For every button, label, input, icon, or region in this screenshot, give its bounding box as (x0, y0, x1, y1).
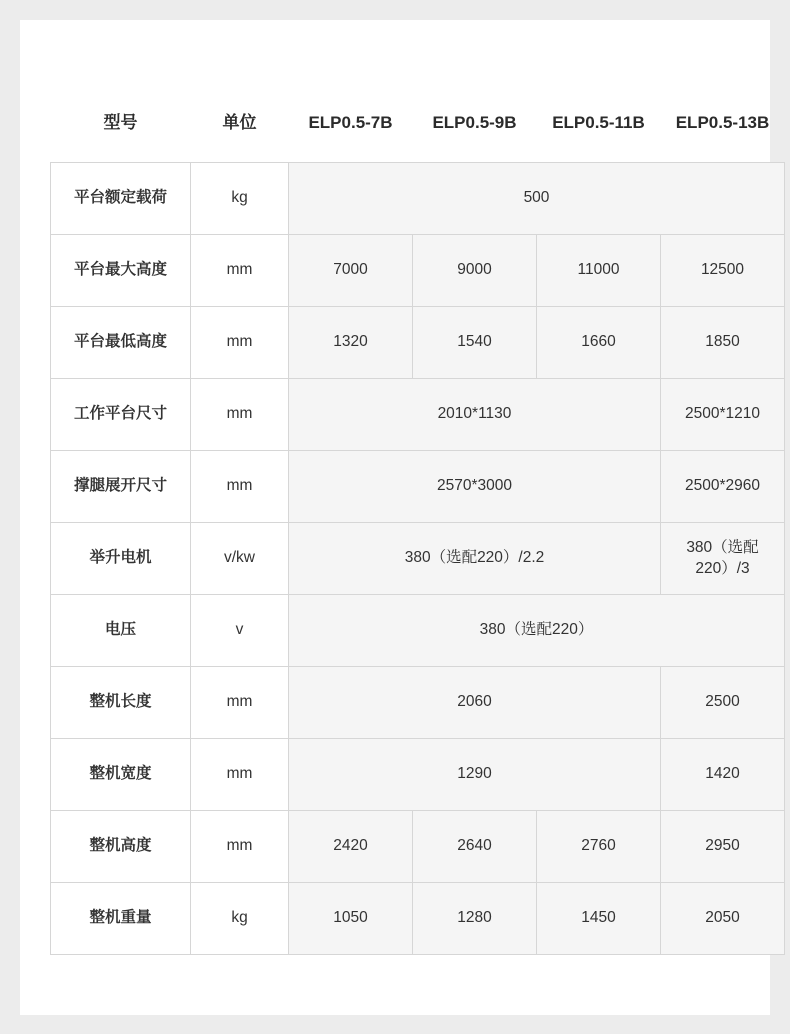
table-row (51, 379, 785, 451)
value-cell: 1540 (413, 307, 537, 379)
spec-card (20, 20, 770, 1015)
row-label: 整机长度 (51, 667, 191, 739)
header-cell-elp05-7b: ELP0.5-7B (308, 112, 393, 132)
value-cell: 380（选配220）/2.2 (289, 523, 661, 595)
table-row (51, 883, 785, 955)
table-body (51, 90, 785, 955)
value-cell: 380（选配220）/3 (661, 523, 785, 595)
table-row (51, 523, 785, 595)
table-row (51, 307, 785, 379)
value-cell: 1290 (289, 739, 661, 811)
table-row (51, 451, 785, 523)
table-header-row (51, 90, 785, 163)
table-row (51, 667, 785, 739)
value-cell: 1420 (661, 739, 785, 811)
value-cell: 2500*1210 (661, 379, 785, 451)
header-cell-elp05-11b: ELP0.5-11B (552, 112, 645, 132)
row-unit: v/kw (191, 523, 289, 595)
value-cell: 2010*1130 (289, 379, 661, 451)
row-unit: mm (191, 235, 289, 307)
table-row (51, 739, 785, 811)
value-cell: 2760 (537, 811, 661, 883)
row-label: 电压 (51, 595, 191, 667)
value-cell: 1850 (661, 307, 785, 379)
value-cell: 1320 (289, 307, 413, 379)
table-row (51, 811, 785, 883)
row-unit: kg (191, 163, 289, 235)
value-cell: 2640 (413, 811, 537, 883)
value-cell: 1660 (537, 307, 661, 379)
row-unit: mm (191, 739, 289, 811)
value-cell: 500 (289, 163, 785, 235)
row-label: 整机宽度 (51, 739, 191, 811)
value-cell: 2500*2960 (661, 451, 785, 523)
row-unit: mm (191, 811, 289, 883)
value-cell: 11000 (537, 235, 661, 307)
table-row (51, 163, 785, 235)
row-unit: mm (191, 667, 289, 739)
row-label: 平台最低高度 (51, 307, 191, 379)
row-unit: mm (191, 451, 289, 523)
value-cell: 9000 (413, 235, 537, 307)
value-cell: 2060 (289, 667, 661, 739)
value-cell: 380（选配220） (289, 595, 785, 667)
row-label: 平台最大高度 (51, 235, 191, 307)
value-cell: 1450 (537, 883, 661, 955)
row-label: 工作平台尺寸 (51, 379, 191, 451)
table-row (51, 235, 785, 307)
value-cell: 7000 (289, 235, 413, 307)
header-cell-unit: 单位 (222, 112, 257, 132)
row-label: 举升电机 (51, 523, 191, 595)
value-cell: 1280 (413, 883, 537, 955)
row-label: 平台额定载荷 (51, 163, 191, 235)
header-cell-elp05-13b: ELP0.5-13B (675, 112, 770, 132)
row-label: 撑腿展开尺寸 (51, 451, 191, 523)
value-cell: 2570*3000 (289, 451, 661, 523)
row-unit: mm (191, 307, 289, 379)
row-unit: v (191, 595, 289, 667)
value-cell: 12500 (661, 235, 785, 307)
specification-table (50, 90, 785, 955)
row-unit: kg (191, 883, 289, 955)
value-cell: 2050 (661, 883, 785, 955)
header-cell-model: 型号 (103, 112, 138, 132)
row-unit: mm (191, 379, 289, 451)
value-cell: 2500 (661, 667, 785, 739)
value-cell: 1050 (289, 883, 413, 955)
header-cell-elp05-9b: ELP0.5-9B (432, 112, 517, 132)
row-label: 整机重量 (51, 883, 191, 955)
value-cell: 2950 (661, 811, 785, 883)
table-row (51, 595, 785, 667)
row-label: 整机高度 (51, 811, 191, 883)
value-cell: 2420 (289, 811, 413, 883)
